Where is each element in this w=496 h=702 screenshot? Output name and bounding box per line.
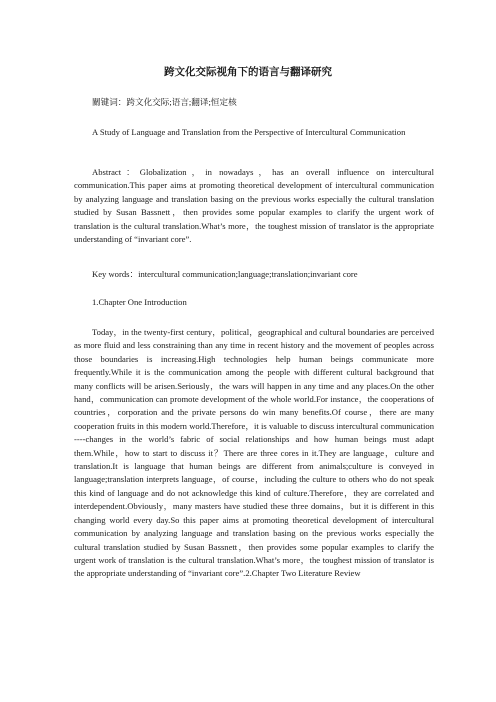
english-title: A Study of Language and Translation from the Perspective of Intercultural Communication [92, 127, 406, 137]
keywords-chinese: 關键词：跨文化交际;语言;翻译;恒定核 [92, 97, 237, 107]
keywords-english: Key words：intercultural communication;language;translation;invariant core [92, 269, 358, 279]
body-paragraph: Today，in the twenty-first century，political，geographical and cultural boundaries are perceived as more fluid and less constraining than any time in recent history and the movement of peoples across those boundaries is increasing.High technologies help human beings communicate more frequently.While it is the communication among the people with different cultural background that many conflicts will be arisen.Seriously，the wars will happen in any time and any places.On the other hand，communication can promote development of the whole world.For instance，the cooperations of countries，corporation and the private persons do win many benefits.Of course，there are many cooperation fruits in this modern world.Therefore，it is valuable to discuss intercultural communication ----changes in the world’s fabric of social relationships and how human beings must adapt them.While，how to start to discuss it？There are three cores in it.They are language，culture and translation.It is language that human beings are different from animals;culture is conveyed in language;translation interprets language，of course，including the culture to others who do not speak this kind of language and do not acknowledge this kind of culture.Therefore，they are correlated and interdependent.Obviously，many masters have studied these three domains，but it is different in this changing world every day.So this paper aims at promoting theoretical development of intercultural communication by analyzing language and translation basing on the previous works especially the cultural translation studied by Susan Bassnett，then provides some popular examples to clarify the urgent work of translation is the cultural translation.What’s more，the toughest mission of translator is the appropriate understanding of “invariant core”.2.Chapter Two Literature Review [74, 327, 434, 579]
abstract-paragraph: Abstract：Globalization，in nowadays，has an overall influence on intercultural communication.This paper aims at promoting theoretical development of intercultural communication by analyzing language and translation basing on the previous works especially the cultural translation studied by Susan Bassnett，then provides some popular examples to clarify the urgent work of translation is the cultural translation.What’s more，the toughest mission of translator is the appropriate understanding of “invariant core”. [74, 167, 434, 245]
document-title: 跨文化交际视角下的语言与翻译研究 [164, 66, 332, 78]
chapter-one-heading: 1.Chapter One Introduction [92, 297, 187, 307]
